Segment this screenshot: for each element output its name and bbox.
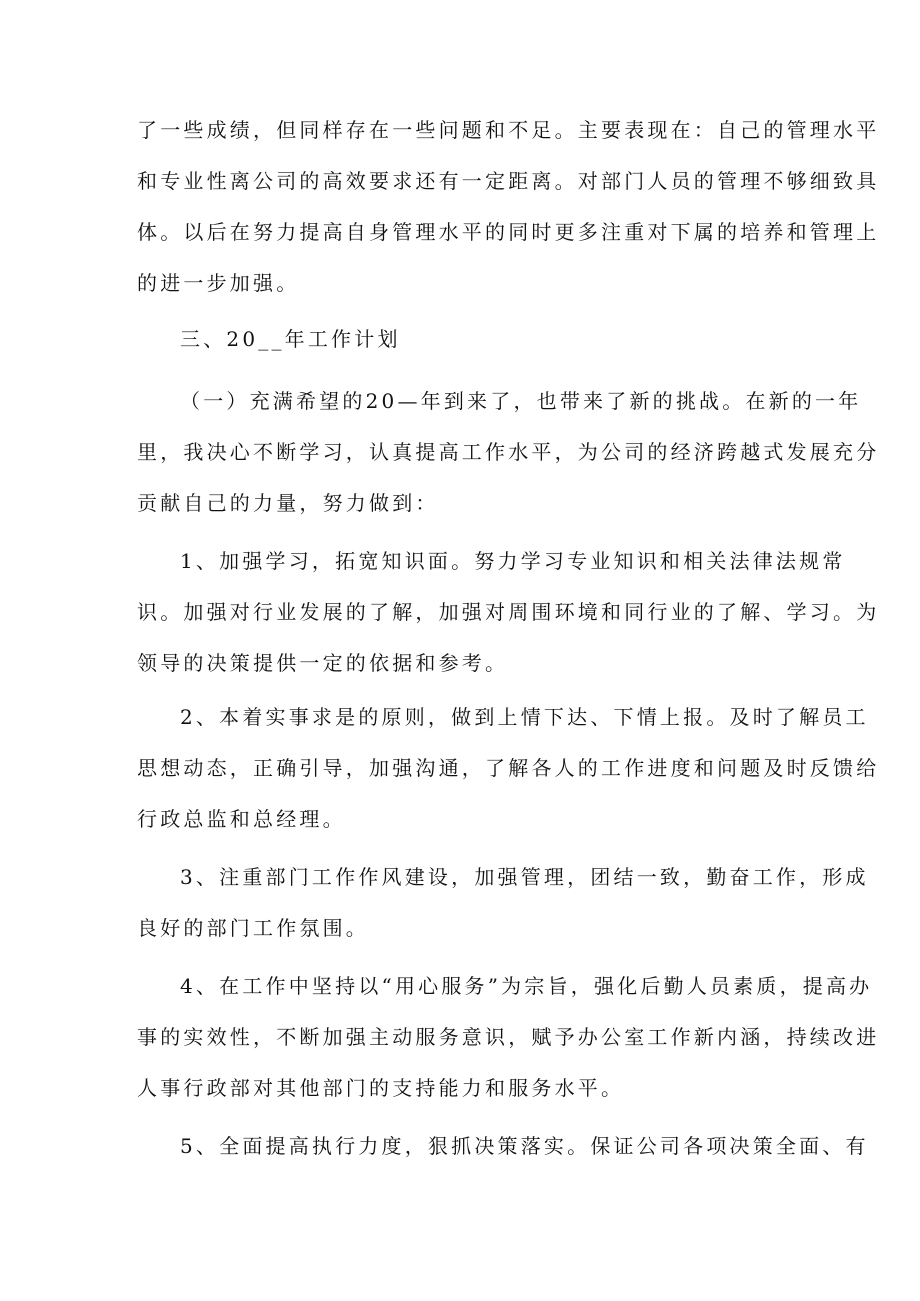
text-line-20: 5、全面提高执行力度，狠抓决策落实。保证公司各项决策全面、有 (180, 1134, 869, 1158)
text-line-12: 2、本着实事求是的原则，做到上情下达、下情上报。及时了解员工 (180, 705, 869, 729)
text-line-9: 1、加强学习，拓宽知识面。努力学习专业知识和相关法律法规常 (180, 549, 846, 573)
text-line-17: 4、在工作中坚持以“用心服务”为宗旨，强化后勤人员素质，提高办 (180, 974, 873, 998)
text-line-16: 良好的部门工作氛围。 (137, 916, 369, 940)
text-line-2: 和专业性离公司的高效要求还有一定距离。对部门人员的管理不够细致具 (137, 169, 880, 193)
text-line-15: 3、注重部门工作作风建设，加强管理，团结一致，勤奋工作，形成 (180, 865, 869, 889)
text-line-7: 里，我决心不断学习，认真提高工作水平，为公司的经济跨越式发展充分 (137, 440, 880, 464)
text-line-8: 贡献自己的力量，努力做到： (137, 491, 439, 515)
text-line-6: （一）充满希望的20—年到来了，也带来了新的挑战。在新的一年 (180, 389, 862, 413)
text-line-10: 识。加强对行业发展的了解，加强对周围环境和同行业的了解、学习。为 (137, 600, 880, 624)
text-line-1: 了一些成绩，但同样存在一些问题和不足。主要表现在：自己的管理水平 (137, 118, 880, 142)
text-line-3: 体。以后在努力提高自身管理水平的同时更多注重对下属的培养和管理上 (137, 220, 880, 244)
text-line-18: 事的实效性，不断加强主动服务意识，赋予办公室工作新内涵，持续改进 (137, 1025, 880, 1049)
text-line-13: 思想动态，正确引导，加强沟通，了解各人的工作进度和问题及时反馈给 (137, 756, 880, 780)
text-line-14: 行政总监和总经理。 (137, 807, 346, 831)
text-line-19: 人事行政部对其他部门的支持能力和服务水平。 (137, 1076, 625, 1100)
section-heading: 三、20__年工作计划 (180, 327, 401, 351)
text-line-4: 的进一步加强。 (137, 271, 300, 295)
text-line-11: 领导的决策提供一定的依据和参考。 (137, 651, 509, 675)
